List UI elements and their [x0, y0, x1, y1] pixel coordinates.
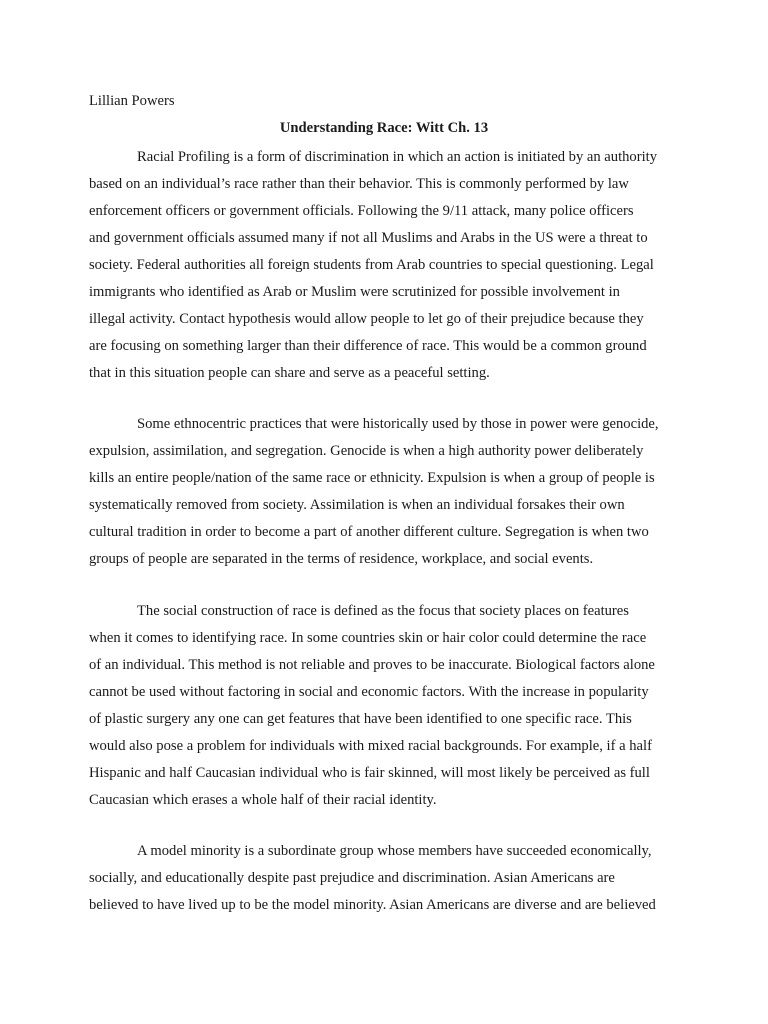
paragraph-line: expulsion, assimilation, and segregation. Genocide is when a high authority power deliberately	[89, 443, 644, 459]
paragraph-line: immigrants who identified as Arab or Muslim were scrutinized for possible involvement in	[89, 284, 620, 300]
paragraph-line: socially, and educationally despite past prejudice and discrimination. Asian Americans are	[89, 870, 615, 886]
paragraph-line: cultural tradition in order to become a part of another different culture. Segregation is when two	[89, 524, 649, 540]
paragraph-line: when it comes to identifying race. In some countries skin or hair color could determine the race	[89, 630, 647, 646]
paragraph-line: of an individual. This method is not reliable and proves to be inaccurate. Biological factors alone	[89, 657, 655, 673]
paragraph-line: groups of people are separated in the terms of residence, workplace, and social events.	[89, 551, 594, 567]
paragraph-line: society. Federal authorities all foreign students from Arab countries to special questioning. Legal	[89, 257, 654, 273]
paragraph-line: The social construction of race is defined as the focus that society places on features	[137, 603, 629, 619]
paragraph-line: Hispanic and half Caucasian individual who is fair skinned, will most likely be perceived as full	[89, 765, 650, 781]
document-title: Understanding Race: Witt Ch. 13	[279, 120, 489, 136]
paragraph-line: enforcement officers or government officials. Following the 9/11 attack, many police officers	[89, 203, 634, 219]
paragraph-line: and government officials assumed many if not all Muslims and Arabs in the US were a threat to	[89, 230, 648, 246]
paragraph-line: would also pose a problem for individuals with mixed racial backgrounds. For example, if a half	[89, 738, 652, 754]
paragraph-line: that in this situation people can share and serve as a peaceful setting.	[89, 365, 490, 381]
paragraph-line: are focusing on something larger than their difference of race. This would be a common ground	[89, 338, 647, 354]
paragraph-line: based on an individual’s race rather than their behavior. This is commonly performed by law	[89, 176, 629, 192]
paragraph-line: Racial Profiling is a form of discrimination in which an action is initiated by an authority	[137, 149, 657, 165]
paragraph-line: illegal activity. Contact hypothesis would allow people to let go of their prejudice because they	[89, 311, 644, 327]
paragraph-line: believed to have lived up to be the model minority. Asian Americans are diverse and are believed	[89, 897, 656, 913]
paragraph-line: cannot be used without factoring in social and economic factors. With the increase in popularity	[89, 684, 649, 700]
paragraph-line: of plastic surgery any one can get features that have been identified to one specific race. This	[89, 711, 632, 727]
paragraph-line: kills an entire people/nation of the same race or ethnicity. Expulsion is when a group of people is	[89, 470, 655, 486]
paragraph-line: Some ethnocentric practices that were historically used by those in power were genocide,	[137, 416, 659, 432]
author-name: Lillian Powers	[89, 93, 175, 109]
paragraph-line: systematically removed from society. Assimilation is when an individual forsakes their own	[89, 497, 625, 513]
paragraph-line: A model minority is a subordinate group whose members have succeeded economically,	[137, 843, 652, 859]
paragraph-line: Caucasian which erases a whole half of their racial identity.	[89, 792, 437, 808]
